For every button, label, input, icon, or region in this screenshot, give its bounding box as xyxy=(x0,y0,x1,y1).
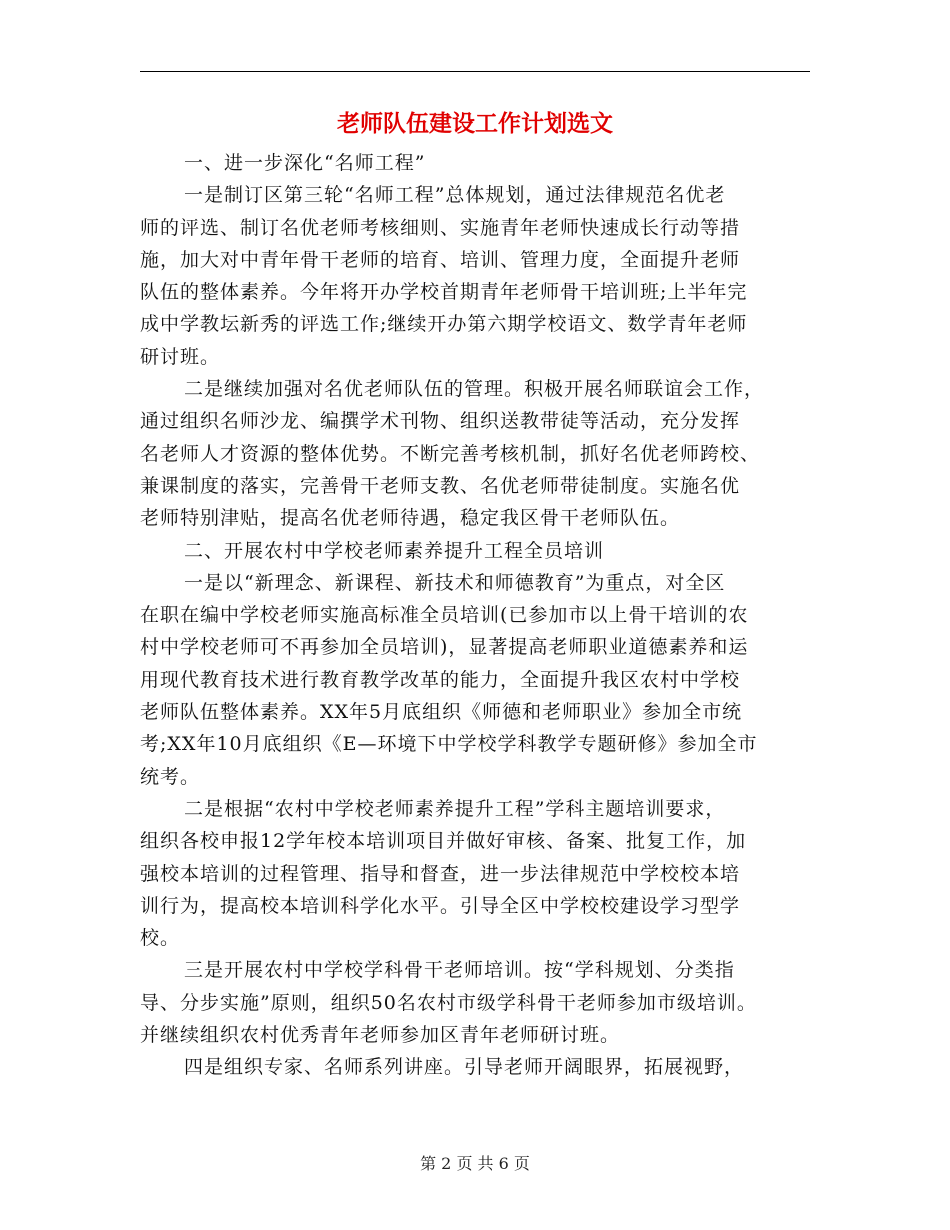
paragraph-line: 并继续组织农村优秀青年老师参加区青年老师研讨班。 xyxy=(140,1024,621,1047)
paragraph-line: 老师特别津贴，提高名优老师待遇，稳定我区骨干老师队伍。 xyxy=(140,507,681,530)
header-rule xyxy=(140,71,810,72)
paragraph-line: 通过组织名师沙龙、编撰学术刊物、组织送教带徒等活动，充分发挥 xyxy=(140,410,741,433)
paragraph-line: 校。 xyxy=(140,927,181,950)
paragraph-line: 队伍的整体素养。今年将开办学校首期青年老师骨干培训班;上半年完 xyxy=(140,281,748,304)
paragraph-line: 导、分步实施”原则，组织50名农村市级学科骨干老师参加市级培训。 xyxy=(140,991,757,1014)
document-body xyxy=(140,147,810,1084)
paragraph-line: 一是制订区第三轮“名师工程”总体规划，通过法律规范名优老 xyxy=(184,184,726,207)
paragraph-line: 一是以“新理念、新课程、新技术和师德教育”为重点，对全区 xyxy=(184,571,726,594)
paragraph-line: 名老师人才资源的整体优势。不断完善考核机制，抓好名优老师跨校、 xyxy=(140,442,761,465)
paragraph-line: 训行为，提高校本培训科学化水平。引导全区中学校校建设学习型学 xyxy=(140,894,741,917)
paragraph-line: 成中学教坛新秀的评选工作;继续开办第六期学校语文、数学青年老师 xyxy=(140,313,748,336)
paragraph-line: 三是开展农村中学校学科骨干老师培训。按“学科规划、分类指 xyxy=(184,959,735,982)
paragraph-line: 强校本培训的过程管理、指导和督查，进一步法律规范中学校校本培 xyxy=(140,862,741,885)
paragraph-line: 村中学校老师可不再参加全员培训)，显著提高老师职业道德素养和运 xyxy=(140,636,749,659)
paragraph-line: 二是继续加强对名优老师队伍的管理。积极开展名师联谊会工作， xyxy=(184,378,765,401)
section-heading: 二、开展农村中学校老师素养提升工程全员培训 xyxy=(184,539,605,562)
paragraph-line: 二是根据“农村中学校老师素养提升工程”学科主题培训要求， xyxy=(184,797,726,820)
paragraph-line: 研讨班。 xyxy=(140,345,221,368)
paragraph-line: 统考。 xyxy=(140,765,201,788)
document-title: 老师队伍建设工作计划选文 xyxy=(337,110,613,137)
paragraph-line: 师的评选、制订名优老师考核细则、实施青年老师快速成长行动等措 xyxy=(140,216,741,239)
paragraph-line: 兼课制度的落实，完善骨干老师支教、名优老师带徒制度。实施名优 xyxy=(140,474,741,497)
paragraph-line: 用现代教育技术进行教育教学改革的能力，全面提升我区农村中学校 xyxy=(140,668,741,691)
paragraph-line: 四是组织专家、名师系列讲座。引导老师开阔眼界，拓展视野， xyxy=(184,1056,745,1079)
section-heading: 一、进一步深化“名师工程” xyxy=(184,152,426,174)
paragraph-line: 老师队伍整体素养。XX年5月底组织《师德和老师职业》参加全市统 xyxy=(140,701,743,724)
paragraph-line: 在职在编中学校老师实施高标准全员培训(已参加市以上骨干培训的农 xyxy=(140,604,749,627)
paragraph-line: 考;XX年10月底组织《E—环境下中学校学科教学专题研修》参加全市 xyxy=(140,733,758,756)
page-footer: 第 2 页 共 6 页 xyxy=(420,1154,530,1173)
paragraph-line: 组织各校申报12学年校本培训项目并做好审核、备案、批复工作，加 xyxy=(140,830,747,853)
paragraph-line: 施，加大对中青年骨干老师的培育、培训、管理力度，全面提升老师 xyxy=(140,248,741,271)
